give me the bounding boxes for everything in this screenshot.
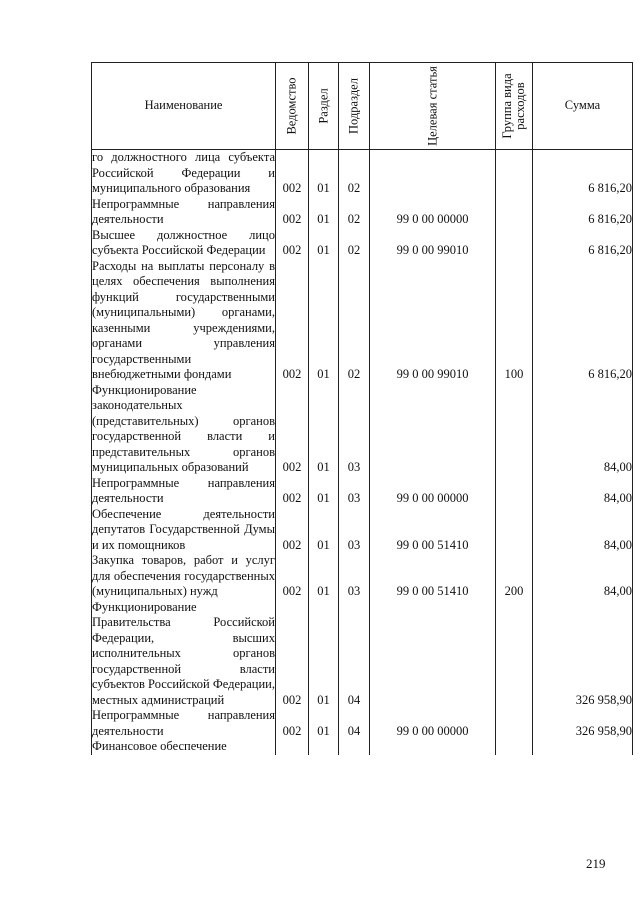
cell-expense-group [496,600,533,709]
cell-name-text: Финансовое обеспечение [92,739,227,753]
page-number: 219 [586,856,606,871]
cell-target-article: 99 0 00 51410 [370,553,496,600]
cell-department: 002 [276,553,309,600]
cell-name [92,553,276,600]
cell-name-text: Функционирование законодательных (представительных) органов государственной власти и представительных органов муниципальных образований [92,382,275,474]
cell-expense-group: 200 [496,553,533,600]
cell-name [92,383,276,476]
cell-section: 01 [309,259,339,383]
cell-department: 002 [276,150,309,197]
cell-department: 002 [276,600,309,709]
cell-name [92,476,276,507]
cell-department: 002 [276,383,309,476]
table-row [92,553,633,600]
cell-target-article [370,150,496,197]
cell-target-article: 99 0 00 00000 [370,197,496,228]
cell-amount: 84,00 [533,476,633,507]
cell-name-text: Закупка товаров, работ и услуг для обеспечения государственных (муниципальных) нужд [92,553,275,598]
cell-name-text: Обеспечение деятельности депутатов Государственной Думы и их помощников [92,506,275,552]
cell-expense-group [496,228,533,259]
cell-section: 01 [309,600,339,709]
cell-section: 01 [309,708,339,739]
cell-amount: 84,00 [533,553,633,600]
cell-target-article: 99 0 00 99010 [370,259,496,383]
table-row [92,507,633,554]
table-row [92,228,633,259]
cell-name-text: Непрограммные направления деятельности [92,708,275,738]
cell-target-article [370,600,496,709]
header-department: Ведомство [276,63,309,150]
header-expense-group: Группа вида расходов [496,63,533,150]
cell-section: 01 [309,197,339,228]
table-row [92,383,633,476]
cell-subsection: 02 [339,259,370,383]
cell-subsection: 03 [339,507,370,554]
cell-section: 01 [309,228,339,259]
cell-name-text: Расходы на выплаты персоналу в целях обеспечения выполнения функций государственными (муниципальными) органами, казенными учреждениями, органами управления государственными внебюджетными фондами [92,258,275,381]
cell-name [92,507,276,554]
cell-section: 01 [309,150,339,197]
table-row [92,476,633,507]
cell-section: 01 [309,383,339,476]
cell-name-text: го должностного лица субъекта Российской Федерации и муниципального образования [92,150,275,195]
table-header-row [92,63,633,150]
table-row [92,708,633,739]
cell-subsection [339,739,370,755]
table-row [92,739,633,755]
cell-name [92,150,276,197]
cell-expense-group [496,383,533,476]
header-subsection: Подраздел [339,63,370,150]
table-row [92,600,633,709]
cell-name-text: Непрограммные направления деятельности [92,196,275,226]
cell-expense-group [496,476,533,507]
cell-amount: 326 958,90 [533,708,633,739]
cell-target-article [370,739,496,755]
cell-name [92,259,276,383]
cell-name-text: Функционирование Правительства Российской Федерации, высших исполнительных органов государственной власти субъектов Российской Федерации, местных администраций [92,599,275,707]
header-name: Наименование [92,63,276,150]
cell-amount: 326 958,90 [533,600,633,709]
cell-amount: 6 816,20 [533,228,633,259]
cell-subsection: 02 [339,197,370,228]
header-amount: Сумма [533,63,633,150]
cell-target-article: 99 0 00 51410 [370,507,496,554]
cell-amount: 6 816,20 [533,150,633,197]
cell-name [92,739,276,755]
cell-department: 002 [276,197,309,228]
cell-target-article: 99 0 00 99010 [370,228,496,259]
table-row [92,259,633,383]
cell-department: 002 [276,507,309,554]
cell-name [92,600,276,709]
cell-amount: 84,00 [533,383,633,476]
cell-subsection: 04 [339,600,370,709]
cell-expense-group [496,739,533,755]
cell-name [92,228,276,259]
header-section: Раздел [309,63,339,150]
table-row [92,197,633,228]
cell-target-article: 99 0 00 00000 [370,708,496,739]
cell-section: 01 [309,553,339,600]
cell-expense-group [496,507,533,554]
cell-name [92,197,276,228]
cell-expense-group: 100 [496,259,533,383]
cell-section [309,739,339,755]
cell-department: 002 [276,476,309,507]
cell-name-text: Высшее должностное лицо субъекта Российской Федерации [92,227,275,257]
cell-subsection: 02 [339,228,370,259]
table-body [92,150,633,755]
cell-department: 002 [276,708,309,739]
cell-expense-group [496,150,533,197]
cell-expense-group [496,708,533,739]
cell-department: 002 [276,228,309,259]
cell-amount [533,739,633,755]
cell-target-article: 99 0 00 00000 [370,476,496,507]
cell-name [92,708,276,739]
table-row [92,150,633,197]
cell-department: 002 [276,259,309,383]
cell-subsection: 03 [339,553,370,600]
cell-section: 01 [309,476,339,507]
cell-subsection: 03 [339,383,370,476]
cell-subsection: 02 [339,150,370,197]
cell-amount: 84,00 [533,507,633,554]
cell-amount: 6 816,20 [533,197,633,228]
cell-subsection: 04 [339,708,370,739]
cell-subsection: 03 [339,476,370,507]
cell-expense-group [496,197,533,228]
cell-target-article [370,383,496,476]
budget-table [91,62,633,755]
cell-department [276,739,309,755]
header-target-article: Целевая статья [370,63,496,150]
cell-section: 01 [309,507,339,554]
cell-amount: 6 816,20 [533,259,633,383]
cell-name-text: Непрограммные направления деятельности [92,475,275,505]
